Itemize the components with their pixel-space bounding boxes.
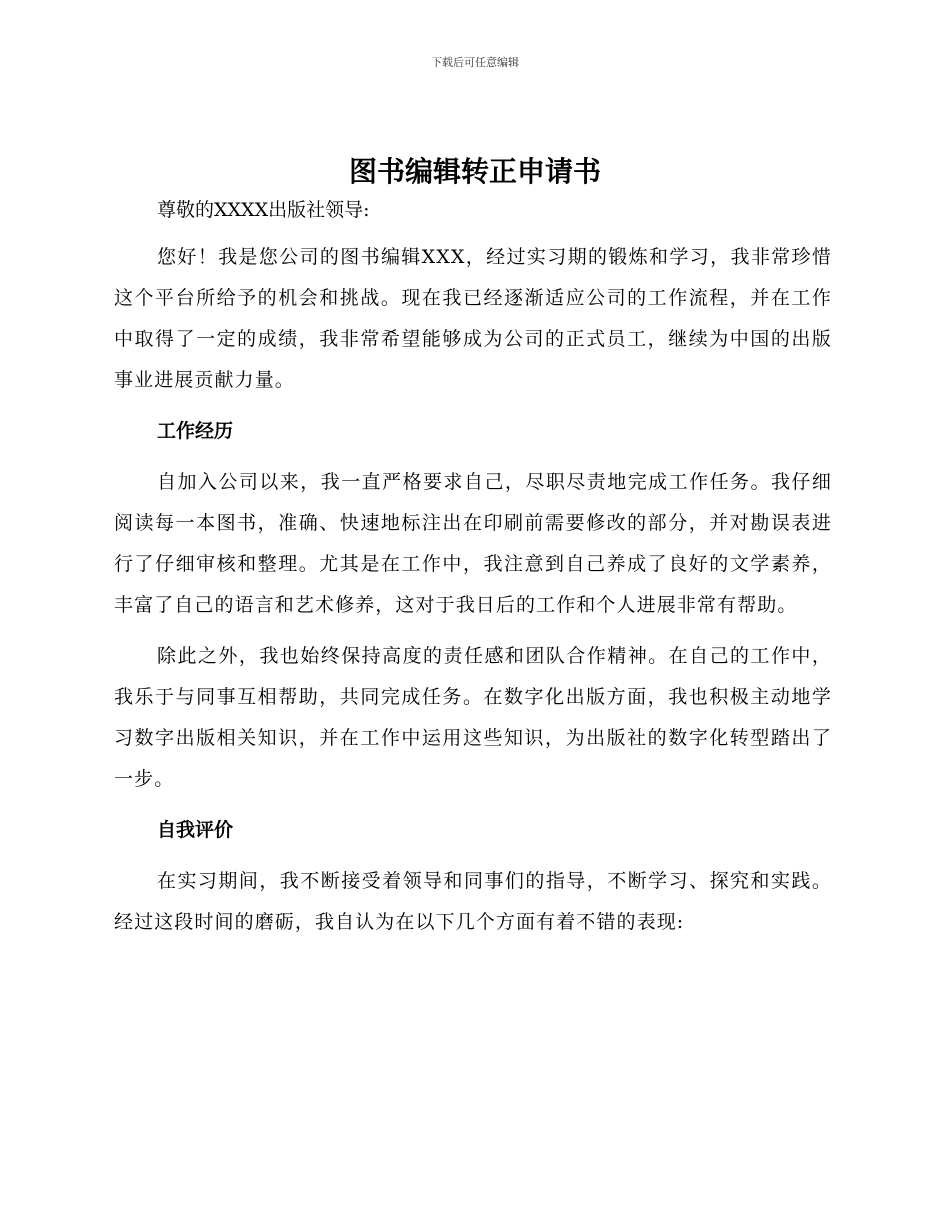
- section-self-evaluation: [114, 810, 832, 943]
- section-heading-work-experience: 工作经历: [157, 420, 234, 442]
- self-evaluation-paragraph-1: 在实习期间，我不断接受着领导和同事们的指导，不断学习、探究和实践。经过这段时间的磨砺，我自认为在以下几个方面有着不错的表现:: [114, 870, 832, 933]
- intro-paragraph: 您好！我是您公司的图书编辑XXX，经过实习期的锻炼和学习，我非常珍惜这个平台所给予的机会和挑战。现在我已经逐渐适应公司的工作流程，并在工作中取得了一定的成绩，我非常希望能够成为公司的正式员工，继续为中国的出版事业进展贡献力量。: [114, 246, 832, 391]
- document-title: 图书编辑转正申请书: [348, 155, 601, 188]
- section-work-experience: [114, 411, 832, 800]
- document-body: [114, 190, 832, 953]
- page-header-note: 下载后可任意编辑: [431, 56, 519, 69]
- work-experience-paragraph-2: 除此之外，我也始终保持高度的责任感和团队合作精神。在自己的工作中，我乐于与同事互相帮助，共同完成任务。在数字化出版方面，我也积极主动地学习数字出版相关知识，并在工作中运用这些知识，为出版社的数字化转型踏出了一步。: [114, 645, 832, 790]
- work-experience-paragraph-1: 自加入公司以来，我一直严格要求自己，尽职尽责地完成工作任务。我仔细阅读每一本图书，准确、快速地标注出在印刷前需要修改的部分，并对勘误表进行了仔细审核和整理。尤其是在工作中，我注意到自己养成了良好的文学素养，丰富了自己的语言和艺术修养，这对于我日后的工作和个人进展非常有帮助。: [114, 471, 832, 616]
- greeting-line: 尊敬的XXXX出版社领导:: [157, 199, 370, 221]
- section-heading-self-evaluation: 自我评价: [157, 819, 234, 841]
